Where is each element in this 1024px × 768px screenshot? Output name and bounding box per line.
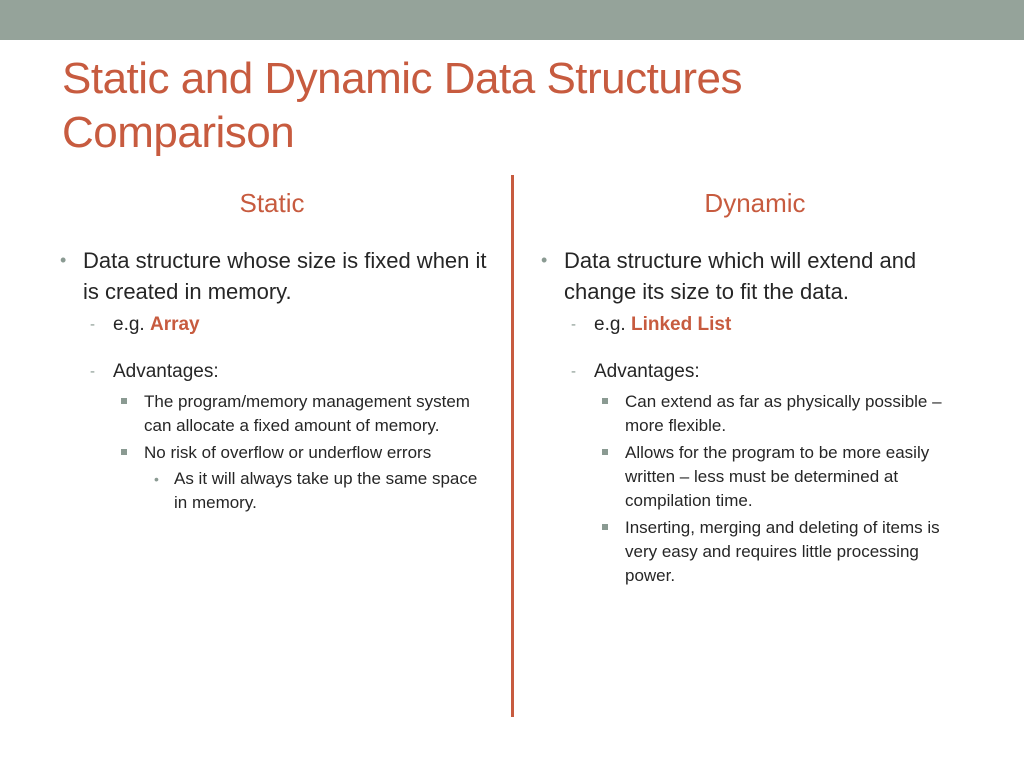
slide-title-line-2: Comparison [62, 108, 295, 157]
dash-bullet-icon: - [571, 316, 576, 333]
dynamic-example [564, 311, 971, 339]
square-bullet-icon [121, 398, 127, 404]
static-column [60, 245, 490, 534]
static-advantages-label: Advantages: [113, 361, 219, 382]
dynamic-advantage-item [594, 390, 971, 438]
static-advantages [83, 358, 490, 515]
bullet-dot-icon: • [60, 250, 67, 270]
static-sub-advantage-text: As it will always take up the same space in memory. [174, 469, 478, 512]
dash-bullet-icon: - [571, 363, 576, 380]
dynamic-example-prefix: e.g. [594, 314, 626, 335]
dynamic-advantage-text: Can extend as far as physically possible – more flexible. [625, 392, 942, 435]
dash-bullet-icon: - [90, 363, 95, 380]
dynamic-advantage-text: Inserting, merging and deleting of items is very easy and requires little processing power. [625, 518, 940, 585]
dynamic-column-heading: Dynamic [704, 188, 806, 218]
bullet-dot-icon: • [541, 250, 548, 270]
static-definition-text: Data structure whose size is fixed when it is created in memory. [83, 248, 487, 304]
dynamic-advantages [564, 358, 971, 588]
bullet-dot-icon: • [154, 471, 159, 487]
dynamic-definition [541, 245, 971, 588]
static-advantage-text: No risk of overflow or underflow errors [144, 443, 432, 462]
static-column-heading: Static [239, 188, 305, 218]
dynamic-definition-text: Data structure which will extend and change its size to fit the data. [564, 248, 917, 304]
dynamic-advantage-item [594, 441, 971, 513]
static-advantage-item [113, 441, 490, 515]
static-example-prefix: e.g. [113, 314, 145, 335]
static-advantage-item [113, 390, 490, 438]
static-definition [60, 245, 490, 515]
square-bullet-icon [602, 524, 608, 530]
static-advantage-text: The program/memory management system can allocate a fixed amount of memory. [144, 392, 470, 435]
column-divider [511, 175, 514, 717]
top-band [0, 0, 1024, 40]
square-bullet-icon [602, 398, 608, 404]
dash-bullet-icon: - [90, 316, 95, 333]
square-bullet-icon [602, 449, 608, 455]
dynamic-column [541, 245, 971, 607]
slide-title-line-1: Static and Dynamic Data Structures [62, 54, 742, 103]
square-bullet-icon [121, 449, 127, 455]
slide-title [62, 52, 962, 160]
static-example [83, 311, 490, 339]
dynamic-advantage-text: Allows for the program to be more easily written – less must be determined at compilation time. [625, 443, 930, 510]
dynamic-advantage-item [594, 516, 971, 588]
dynamic-example-term: Linked List [630, 314, 732, 335]
static-sub-advantage [144, 467, 490, 515]
dynamic-advantages-label: Advantages: [594, 361, 700, 382]
static-example-term: Array [149, 314, 200, 335]
